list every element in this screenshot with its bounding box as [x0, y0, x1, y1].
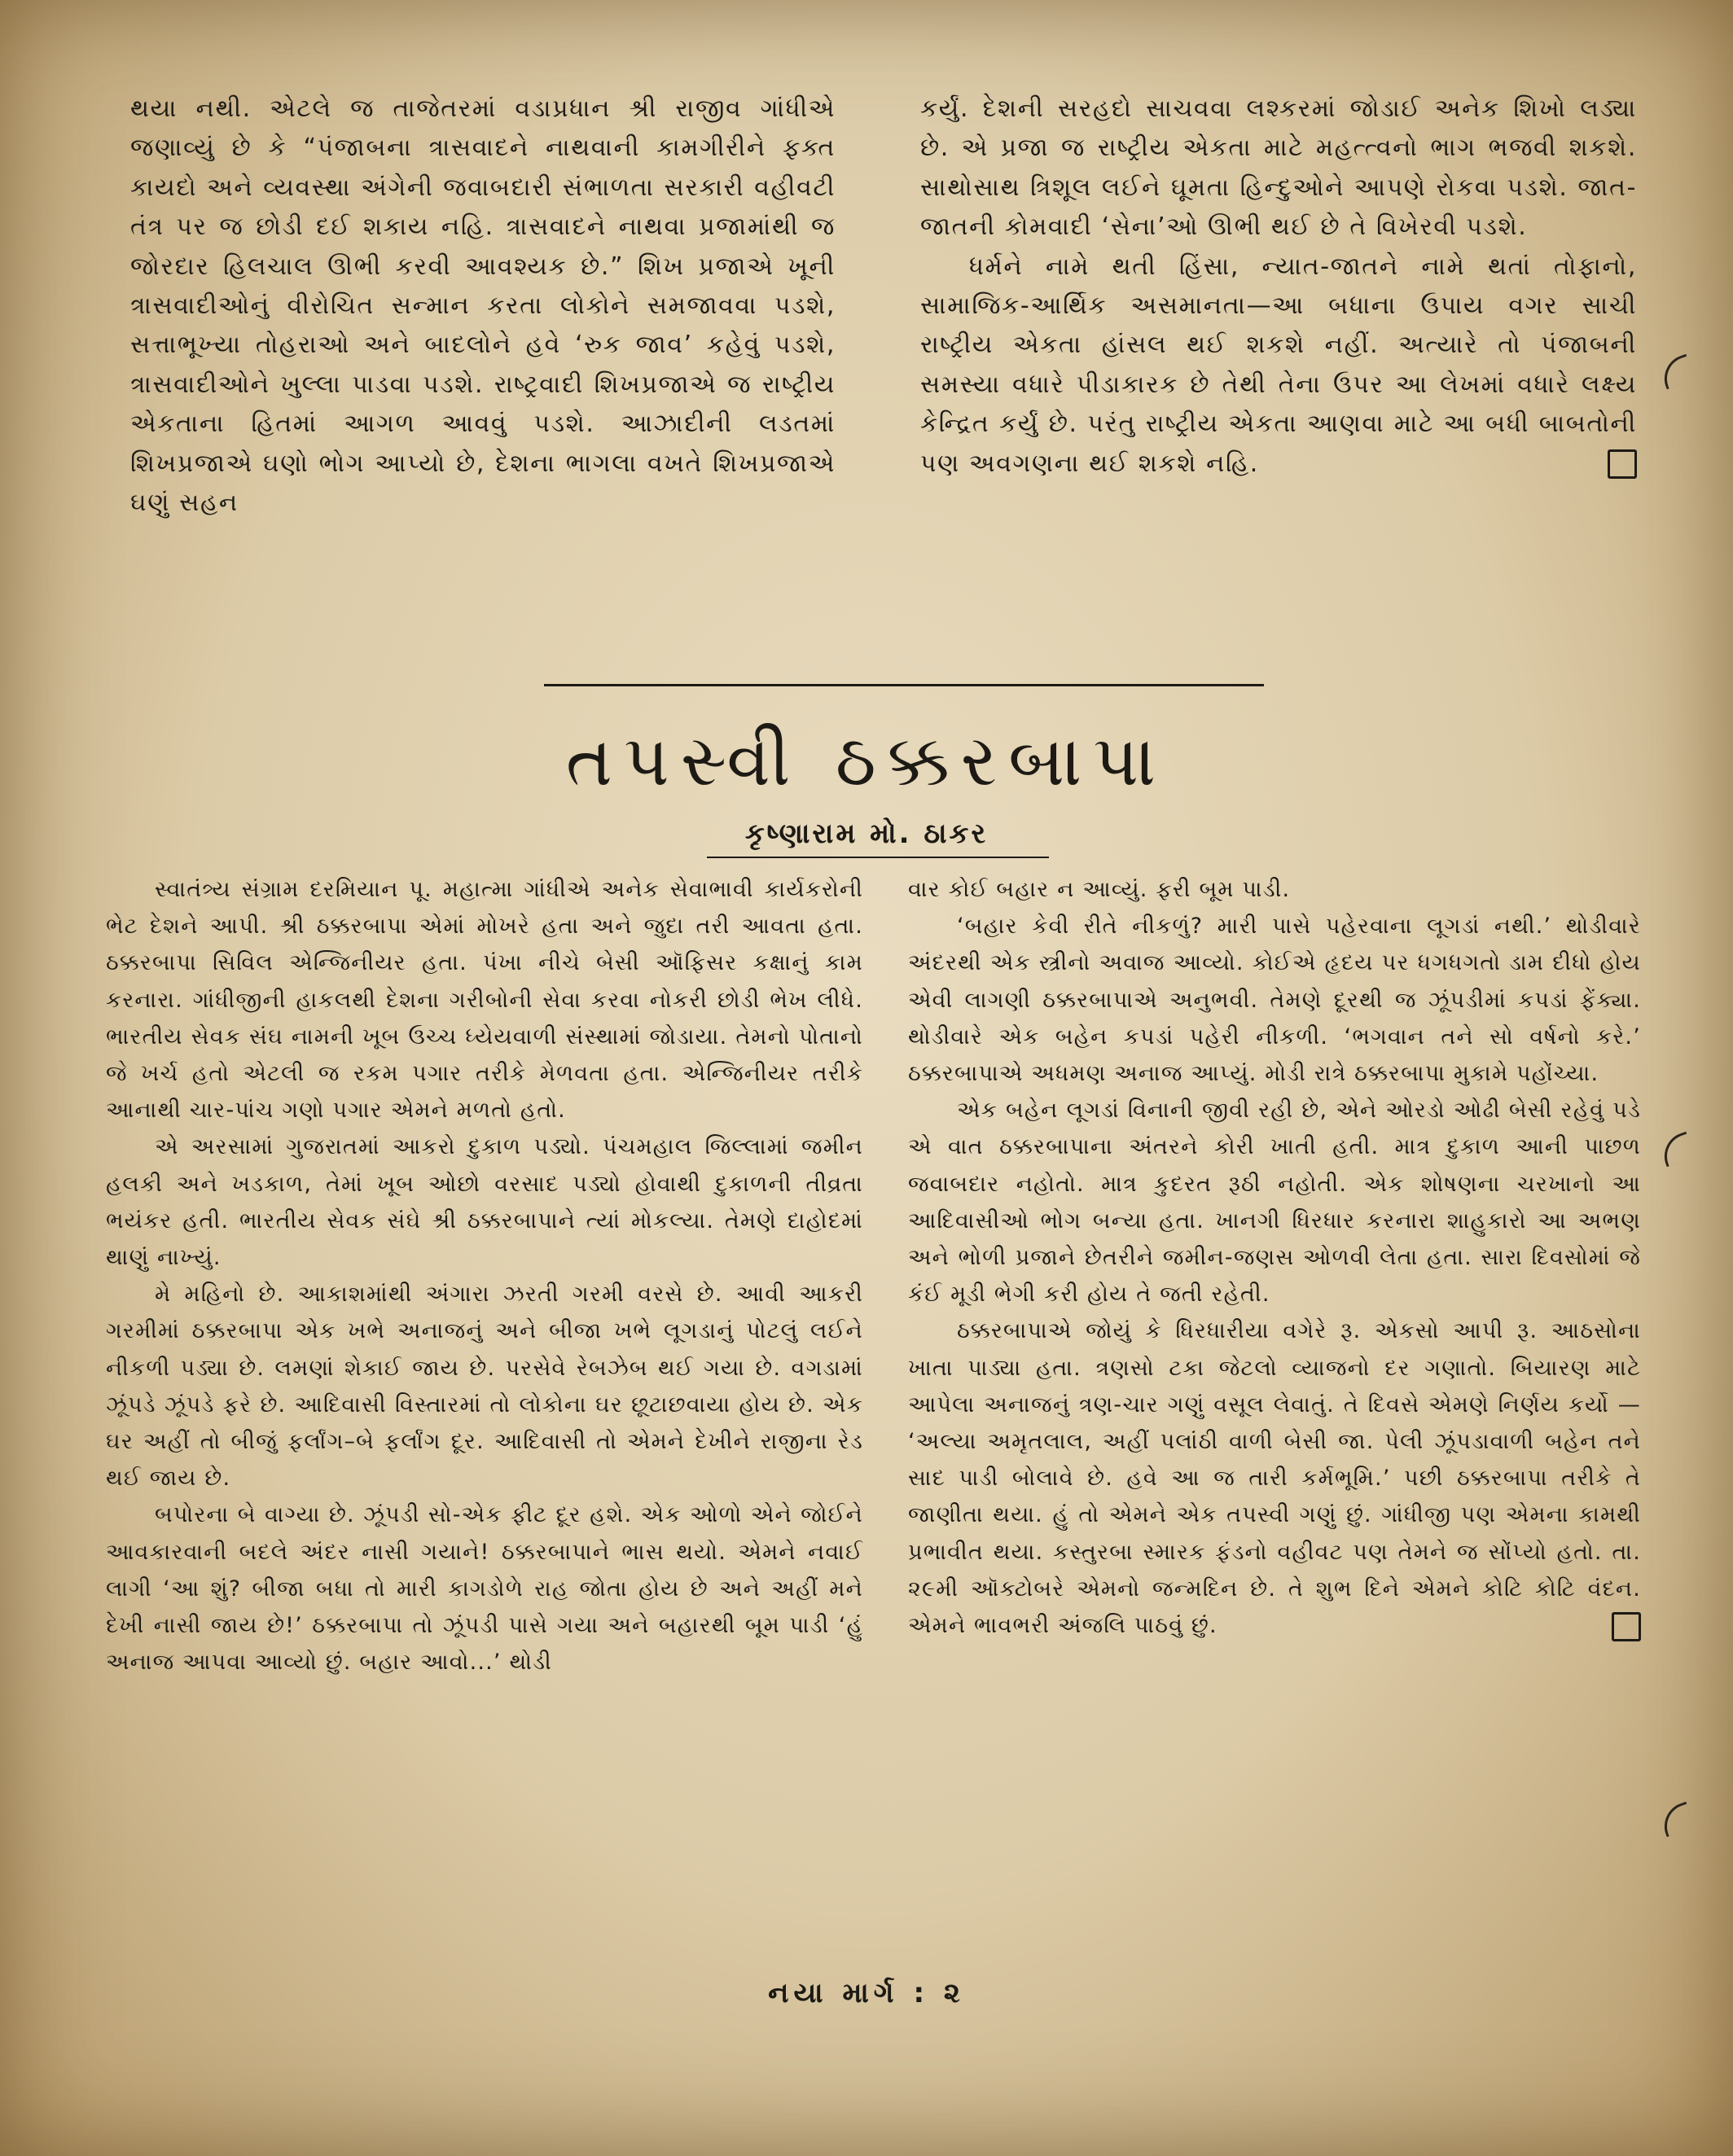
end-of-article-mark	[1608, 449, 1637, 479]
bottom-right-paragraph-1: વાર કોઈ બહાર ન આવ્યું. ફરી બૂમ પાડી.	[908, 877, 1291, 902]
top-right-column	[920, 90, 1637, 484]
top-left-column	[130, 90, 836, 523]
top-left-paragraph-1: થયા નથી. એટલે જ તાજેતરમાં વડાપ્રધાન શ્રી રાજીવ ગાંધીએ જણાવ્યું છે કે “પંજાબના ત્રાસવાદને નાથવાની કામગીરીને ફક્ત કાયદો અને વ્યવસ્થા અંગેની જવાબદારી સંભાળતા સરકારી વહીવટી તંત્ર પર જ છોડી દઈ શકાય નહિ. ત્રાસવાદને નાથવા પ્રજામાંથી જ જોરદાર હિલચાલ ઊભી કરવી આવશ્યક છે.” શિખ પ્રજાએ ખૂની ત્રાસવાદીઓનું વીરોચિત સન્માન કરતા લોકોને સમજાવવા પડશે, સત્તાભૂખ્યા તોહરાઓ અને બાદલોને હવે ‘રુક જાવ’ કહેવું પડશે, ત્રાસવાદીઓને ખુલ્લા પાડવા પડશે. રાષ્ટ્રવાદી શિખપ્રજાએ જ રાષ્ટ્રીય એકતાના હિતમાં આગળ આવવું પડશે. આઝાદીની લડતમાં શિખપ્રજાએ ઘણો ભોગ આપ્યો છે, દેશના ભાગલા વખતે શિખપ્રજાએ ઘણું સહન	[130, 94, 836, 518]
margin-tick-mark	[1657, 354, 1695, 390]
margin-tick-mark	[1657, 1132, 1695, 1168]
top-right-paragraph-1: કર્યું. દેશની સરહદો સાચવવા લશ્કરમાં જોડાઈ અનેક શિખો લડ્યા છે. એ પ્રજા જ રાષ્ટ્રીય એકતા માટે મહત્ત્વનો ભાગ ભજવી શકશે. સાથોસાથ ત્રિશૂલ લઈને ઘૂમતા હિન્દુઓને આપણે રોકવા પડશે. જાત-જાતની કોમવાદી ‘સેના’ઓ ઊભી થઈ છે તે વિખેરવી પડશે.	[920, 94, 1637, 242]
author-underline	[707, 857, 1049, 858]
bottom-left-paragraph-3: મે મહિનો છે. આકાશમાંથી અંગારા ઝરતી ગરમી વરસે છે. આવી આકરી ગરમીમાં ઠક્કરબાપા એક ખભે અનાજનું અને બીજા ખભે લૂગડાનું પોટલું લઈને નીકળી પડ્યા છે. લમણાં શેકાઈ જાય છે. પરસેવે રેબઝેબ થઈ ગયા છે. વગડામાં ઝૂંપડે ઝૂંપડે ફરે છે. આદિવાસી વિસ્તારમાં તો લોકોના ઘર છૂટાછવાયા હોય છે. એક ઘર અહીં તો બીજું ફર્લાંગ–બે ફર્લાંગ દૂર. આદિવાસી તો એમને દેખીને રાજીના રેડ થઈ જાય છે.	[106, 1282, 863, 1492]
end-of-article-mark	[1612, 1612, 1641, 1641]
bottom-left-paragraph-2: એ અરસામાં ગુજરાતમાં આકરો દુકાળ પડ્યો. પંચમહાલ જિલ્લામાં જમીન હલકી અને ખડકાળ, તેમાં ખૂબ ઓછો વરસાદ પડ્યો હોવાથી દુકાળની તીવ્રતા ભયંકર હતી. ભારતીય સેવક સંઘે શ્રી ઠક્કરબાપાને ત્યાં મોકલ્યા. તેમણે દાહોદમાં થાણું નાખ્યું.	[106, 1134, 863, 1271]
bottom-left-column	[106, 871, 863, 1681]
margin-tick-mark	[1657, 1802, 1695, 1838]
page-footer: નયા માર્ગ : ૨	[768, 1977, 965, 2009]
bottom-left-paragraph-1: સ્વાતંત્ર્ય સંગ્રામ દરમિયાન પૂ. મહાત્મા ગાંધીએ અનેક સેવાભાવી કાર્યકરોની ભેટ દેશને આપી. શ્રી ઠક્કરબાપા એમાં મોખરે હતા અને જુદા તરી આવતા હતા. ઠક્કરબાપા સિવિલ એન્જિનીયર હતા. પંખા નીચે બેસી ઑફિસર કક્ષાનું કામ કરનારા. ગાંધીજીની હાકલથી દેશના ગરીબોની સેવા કરવા નોકરી છોડી ભેખ લીધે. ભારતીય સેવક સંઘ નામની ખૂબ ઉચ્ચ ધ્યેયવાળી સંસ્થામાં જોડાયા. તેમનો પોતાનો જે ખર્ચ હતો એટલી જ રકમ પગાર તરીકે મેળવતા હતા. એન્જિનીયર તરીકે આનાથી ચાર-પાંચ ગણો પગાર એમને મળતો હતો.	[106, 877, 863, 1124]
section-divider	[544, 684, 1264, 686]
bottom-left-paragraph-4: બપોરના બે વાગ્યા છે. ઝૂંપડી સો-એક ફીટ દૂર હશે. એક ઓળો એને જોઈને આવકારવાની બદલે અંદર નાસી ગયાને! ઠક્કરબાપાને ભાસ થયો. એમને નવાઈ લાગી ‘આ શું? બીજા બધા તો મારી કાગડોળે રાહ જોતા હોય છે અને અહીં મને દેખી નાસી જાય છે!’ ઠક્કરબાપા તો ઝૂંપડી પાસે ગયા અને બહારથી બૂમ પાડી ‘હું અનાજ આપવા આવ્યો છું. બહાર આવો...’ થોડી	[106, 1502, 863, 1676]
top-right-paragraph-2-text: ધર્મને નામે થતી હિંસા, ન્યાત-જાતને નામે થતાં તોફાનો, સામાજિક-આર્થિક અસમાનતા—આ બધાના ઉપાય વગર સાચી રાષ્ટ્રીય એકતા હાંસલ થઈ શકશે નહીં. અત્યારે તો પંજાબની સમસ્યા વધારે પીડાકારક છે તેથી તેના ઉપર આ લેખમાં વધારે લક્ષ્ય કેન્દ્રિત કર્યું છે. પરંતુ રાષ્ટ્રીય એકતા આણવા માટે આ બધી બાબતોની પણ અવગણના થઈ શકશે નહિ.	[920, 252, 1637, 478]
bottom-right-paragraph-3: એક બહેન લૂગડાં વિનાની જીવી રહી છે, એને ઓરડો ઓઢી બેસી રહેવું પડે એ વાત ઠક્કરબાપાના અંતરને કોરી ખાતી હતી. માત્ર દુકાળ આની પાછળ જવાબદાર નહોતો. માત્ર કુદરત રૂઠી નહોતી. એક શોષણના ચરખાનો આ આદિવાસીઓ ભોગ બન્યા હતા. ખાનગી ધિરધાર કરનારા શાહુકારો આ અભણ અને ભોળી પ્રજાને છેતરીને જમીન-જણસ ઓળવી લેતા હતા. સારા દિવસોમાં જે કંઈ મૂડી ભેગી કરી હોય તે જતી રહેતી.	[908, 1098, 1641, 1308]
top-right-paragraph-2	[920, 248, 1637, 484]
bottom-right-paragraph-2: ‘બહાર કેવી રીતે નીકળું? મારી પાસે પહેરવાના લૂગડાં નથી.’ થોડીવારે અંદરથી એક સ્ત્રીનો અવાજ આવ્યો. કોઈએ હૃદય પર ધગધગતો ડામ દીધો હોય એવી લાગણી ઠક્કરબાપાએ અનુભવી. તેમણે દૂરથી જ ઝૂંપડીમાં કપડાં ફેંક્યા. થોડીવારે એક બહેન કપડાં પહેરી નીકળી. ‘ભગવાન તને સો વર્ષનો કરે.’ ઠક્કરબાપાએ અધમણ અનાજ આપ્યું. મોડી રાત્રે ઠક્કરબાપા મુકામે પહોંચ્યા.	[908, 914, 1641, 1087]
bottom-right-paragraph-4	[908, 1312, 1641, 1644]
article-author: કૃષ્ણારામ મો. ઠાકર	[744, 817, 989, 850]
bottom-right-column	[908, 871, 1641, 1644]
bottom-right-paragraph-4-text: ઠક્કરબાપાએ જોયું કે ધિરધારીયા વગેરે રૂ. એકસો આપી રૂ. આઠસોના ખાતા પાડ્યા હતા. ત્રણસો ટકા જેટલો વ્યાજનો દર ગણાતો. બિયારણ માટે આપેલા અનાજનું ત્રણ-ચાર ગણું વસૂલ લેવાતું. તે દિવસે એમણે નિર્ણય કર્યો — ‘અલ્યા અમૃતલાલ, અહીં પલાંઠી વાળી બેસી જા. પેલી ઝૂંપડાવાળી બહેન તને સાદ પાડી બોલાવે છે. હવે આ જ તારી કર્મભૂમિ.’ પછી ઠક્કરબાપા તરીકે તે જાણીતા થયા. હું તો એમને એક તપસ્વી ગણું છું. ગાંધીજી પણ એમના કામથી પ્રભાવીત થયા. કસ્તુરબા સ્મારક ફંડનો વહીવટ પણ તેમને જ સોંપ્યો હતો. તા. ૨૯મી ઑક્ટોબરે એમનો જન્મદિન છે. તે શુભ દિને એમને કોટિ કોટિ વંદન. એમને ભાવભરી અંજલિ પાઠવું છું.	[908, 1318, 1641, 1639]
article-title: તપસ્વી ઠક્કરબાપા	[565, 721, 1168, 802]
